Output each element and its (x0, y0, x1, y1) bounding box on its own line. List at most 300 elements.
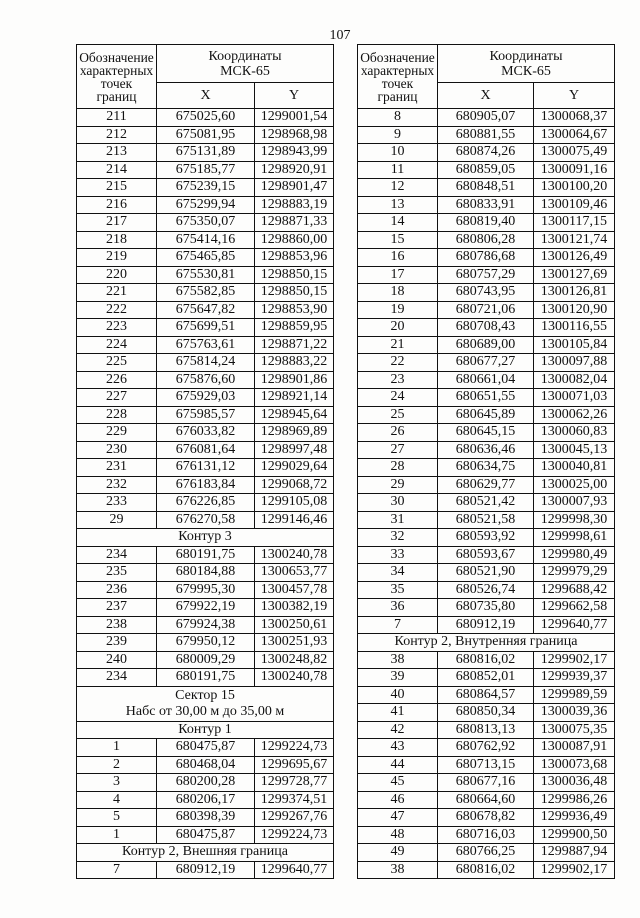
x-coordinate-cell: 680689,00 (438, 336, 534, 354)
x-coordinate-cell: 675081,95 (157, 126, 255, 144)
table-row (358, 284, 615, 302)
table-row (77, 284, 334, 302)
x-coordinate-cell: 680645,15 (438, 424, 534, 442)
point-id-cell: 20 (358, 319, 438, 337)
y-coordinate-cell: 1298883,19 (255, 196, 334, 214)
x-coordinate-cell: 676183,84 (157, 476, 255, 494)
point-id-cell: 44 (358, 756, 438, 774)
x-column-header: X (157, 83, 255, 109)
coordinates-header (157, 45, 334, 83)
point-id-cell: 215 (77, 179, 157, 197)
x-coordinate-cell: 680848,51 (438, 179, 534, 197)
coordinate-system-label: МСК-65 (220, 63, 270, 79)
table-row (358, 354, 615, 372)
x-coordinate-cell: 680521,42 (438, 494, 534, 512)
table-row (77, 179, 334, 197)
section-label-cell (77, 529, 334, 547)
table-row (77, 774, 334, 792)
section-title: Сектор 15 (175, 687, 235, 703)
y-coordinate-cell: 1300105,84 (534, 336, 615, 354)
point-id-cell: 49 (358, 844, 438, 862)
x-coordinate-cell: 680735,80 (438, 599, 534, 617)
point-id-cell: 21 (358, 336, 438, 354)
table-row (77, 231, 334, 249)
x-coordinate-cell: 675185,77 (157, 161, 255, 179)
table-row (77, 651, 334, 669)
x-coordinate-cell: 680721,06 (438, 301, 534, 319)
coordinates-title: Координаты (489, 48, 563, 64)
table-row (358, 844, 615, 862)
x-coordinate-cell: 680905,07 (438, 109, 534, 127)
point-id-cell: 48 (358, 826, 438, 844)
section-row (358, 634, 615, 652)
x-coordinate-cell: 675025,60 (157, 109, 255, 127)
table-row (358, 546, 615, 564)
section-row (77, 721, 334, 739)
point-id-cell: 24 (358, 389, 438, 407)
y-coordinate-cell: 1300251,93 (255, 634, 334, 652)
y-coordinate-cell: 1300045,13 (534, 441, 615, 459)
y-coordinate-cell: 1300060,83 (534, 424, 615, 442)
point-id-cell: 213 (77, 144, 157, 162)
y-coordinate-cell: 1298997,48 (255, 441, 334, 459)
y-coordinate-cell: 1299640,77 (255, 861, 334, 879)
point-id-cell: 33 (358, 546, 438, 564)
table-body (77, 109, 334, 879)
point-id-cell: 5 (77, 809, 157, 827)
point-id-cell: 221 (77, 284, 157, 302)
y-coordinate-cell: 1298859,95 (255, 319, 334, 337)
x-coordinate-cell: 675131,89 (157, 144, 255, 162)
point-id-cell: 31 (358, 511, 438, 529)
x-column-header: X (438, 83, 534, 109)
y-coordinate-cell: 1298853,90 (255, 301, 334, 319)
x-coordinate-cell: 680708,43 (438, 319, 534, 337)
point-id-cell: 220 (77, 266, 157, 284)
table-row (358, 669, 615, 687)
point-id-cell: 18 (358, 284, 438, 302)
y-coordinate-cell: 1300250,61 (255, 616, 334, 634)
section-label-cell (358, 634, 615, 652)
table-row (358, 616, 615, 634)
table-row (77, 214, 334, 232)
y-coordinate-cell: 1298945,64 (255, 406, 334, 424)
coordinates-title: Координаты (208, 48, 282, 64)
table-row (358, 406, 615, 424)
x-coordinate-cell: 680912,19 (157, 861, 255, 879)
x-coordinate-cell: 676081,64 (157, 441, 255, 459)
table-row (77, 371, 334, 389)
section-title: Контур 3 (178, 529, 232, 545)
section-row (77, 844, 334, 862)
point-id-cell: 218 (77, 231, 157, 249)
x-coordinate-cell: 679995,30 (157, 581, 255, 599)
table-row (358, 179, 615, 197)
table-row (358, 686, 615, 704)
y-coordinate-cell: 1299989,59 (534, 686, 615, 704)
point-id-cell: 4 (77, 791, 157, 809)
y-coordinate-cell: 1299029,64 (255, 459, 334, 477)
y-coordinate-cell: 1299936,49 (534, 809, 615, 827)
x-coordinate-cell: 680678,82 (438, 809, 534, 827)
point-id-cell: 43 (358, 739, 438, 757)
x-coordinate-cell: 680475,87 (157, 826, 255, 844)
x-coordinate-cell: 680468,04 (157, 756, 255, 774)
y-coordinate-cell: 1299001,54 (255, 109, 334, 127)
x-coordinate-cell: 680191,75 (157, 669, 255, 687)
point-id-cell: 29 (358, 476, 438, 494)
point-id-cell: 41 (358, 704, 438, 722)
table-row (77, 249, 334, 267)
x-coordinate-cell: 680806,28 (438, 231, 534, 249)
x-coordinate-cell: 680852,01 (438, 669, 534, 687)
y-coordinate-cell: 1298943,99 (255, 144, 334, 162)
section-title: Контур 1 (178, 721, 232, 737)
y-coordinate-cell: 1298850,15 (255, 284, 334, 302)
table-row (358, 109, 615, 127)
x-coordinate-cell: 680593,67 (438, 546, 534, 564)
y-coordinate-cell: 1299662,58 (534, 599, 615, 617)
y-coordinate-cell: 1299688,42 (534, 581, 615, 599)
point-id-cell: 13 (358, 196, 438, 214)
coordinate-system-label: МСК-65 (501, 63, 551, 79)
x-coordinate-cell: 675299,94 (157, 196, 255, 214)
table-row (77, 441, 334, 459)
y-coordinate-cell: 1300071,03 (534, 389, 615, 407)
x-coordinate-cell: 675814,24 (157, 354, 255, 372)
y-coordinate-cell: 1300007,93 (534, 494, 615, 512)
table-body (358, 109, 615, 879)
y-coordinate-cell: 1299902,17 (534, 651, 615, 669)
x-coordinate-cell: 680743,95 (438, 284, 534, 302)
x-coordinate-cell: 680206,17 (157, 791, 255, 809)
point-id-cell: 224 (77, 336, 157, 354)
table-row (358, 721, 615, 739)
table-row (358, 809, 615, 827)
point-id-cell: 14 (358, 214, 438, 232)
x-coordinate-cell: 680813,13 (438, 721, 534, 739)
table-row (358, 389, 615, 407)
x-coordinate-cell: 679924,38 (157, 616, 255, 634)
x-coordinate-cell: 680864,57 (438, 686, 534, 704)
y-coordinate-cell: 1299939,37 (534, 669, 615, 687)
x-coordinate-cell: 676226,85 (157, 494, 255, 512)
y-column-header: Y (534, 83, 615, 109)
point-column-header: Обозначение характерных точек границ (358, 45, 438, 109)
section-title: Контур 2, Внутренняя граница (394, 634, 578, 650)
point-id-cell: 27 (358, 441, 438, 459)
y-coordinate-cell: 1299998,30 (534, 511, 615, 529)
y-coordinate-cell: 1300025,00 (534, 476, 615, 494)
x-coordinate-cell: 680526,74 (438, 581, 534, 599)
point-id-cell: 23 (358, 371, 438, 389)
table-row (358, 441, 615, 459)
table-header-row (77, 45, 334, 83)
table-row (77, 476, 334, 494)
point-id-cell: 12 (358, 179, 438, 197)
table-row (77, 756, 334, 774)
x-coordinate-cell: 675582,85 (157, 284, 255, 302)
point-id-cell: 232 (77, 476, 157, 494)
x-coordinate-cell: 680677,16 (438, 774, 534, 792)
y-coordinate-cell: 1298920,91 (255, 161, 334, 179)
coordinates-table-left (76, 44, 334, 879)
point-column-header: Обозначение характерных точек границ (77, 45, 157, 109)
table-row (77, 406, 334, 424)
table-row (77, 126, 334, 144)
x-coordinate-cell: 676033,82 (157, 424, 255, 442)
y-coordinate-cell: 1299728,77 (255, 774, 334, 792)
table-row (358, 511, 615, 529)
x-coordinate-cell: 680850,34 (438, 704, 534, 722)
x-coordinate-cell: 680634,75 (438, 459, 534, 477)
section-label-cell (77, 686, 334, 721)
table-row (358, 301, 615, 319)
table-row (358, 564, 615, 582)
table-row (358, 196, 615, 214)
x-coordinate-cell: 675763,61 (157, 336, 255, 354)
table-row (358, 459, 615, 477)
table-row (77, 791, 334, 809)
table-row (77, 809, 334, 827)
table-row (77, 634, 334, 652)
x-coordinate-cell: 680184,88 (157, 564, 255, 582)
table-row (358, 739, 615, 757)
y-coordinate-cell: 1298883,22 (255, 354, 334, 372)
y-coordinate-cell: 1299900,50 (534, 826, 615, 844)
x-coordinate-cell: 680651,55 (438, 389, 534, 407)
section-label-cell (77, 844, 334, 862)
y-coordinate-cell: 1299902,17 (534, 861, 615, 879)
table-row (77, 546, 334, 564)
y-coordinate-cell: 1300653,77 (255, 564, 334, 582)
point-id-cell: 30 (358, 494, 438, 512)
table-row (358, 494, 615, 512)
x-coordinate-cell: 680661,04 (438, 371, 534, 389)
point-id-cell: 47 (358, 809, 438, 827)
y-coordinate-cell: 1300073,68 (534, 756, 615, 774)
x-coordinate-cell: 680819,40 (438, 214, 534, 232)
x-coordinate-cell: 675414,16 (157, 231, 255, 249)
y-coordinate-cell: 1300116,55 (534, 319, 615, 337)
x-coordinate-cell: 680874,26 (438, 144, 534, 162)
table-row (358, 144, 615, 162)
table-row (77, 494, 334, 512)
section-title: Контур 2, Внешняя граница (122, 844, 288, 860)
point-id-cell: 239 (77, 634, 157, 652)
table-row (358, 336, 615, 354)
y-coordinate-cell: 1298871,33 (255, 214, 334, 232)
point-id-cell: 15 (358, 231, 438, 249)
point-id-cell: 40 (358, 686, 438, 704)
table-row (77, 669, 334, 687)
section-row (77, 686, 334, 721)
x-coordinate-cell: 680859,05 (438, 161, 534, 179)
y-coordinate-cell: 1300457,78 (255, 581, 334, 599)
x-coordinate-cell: 680200,28 (157, 774, 255, 792)
x-coordinate-cell: 675929,03 (157, 389, 255, 407)
x-coordinate-cell: 675465,85 (157, 249, 255, 267)
point-id-cell: 10 (358, 144, 438, 162)
point-id-cell: 227 (77, 389, 157, 407)
point-id-cell: 226 (77, 371, 157, 389)
point-id-cell: 211 (77, 109, 157, 127)
table-row (77, 564, 334, 582)
x-coordinate-cell: 680629,77 (438, 476, 534, 494)
point-id-cell: 17 (358, 266, 438, 284)
table-row (358, 424, 615, 442)
y-coordinate-cell: 1300064,67 (534, 126, 615, 144)
x-coordinate-cell: 680786,68 (438, 249, 534, 267)
x-coordinate-cell: 680833,91 (438, 196, 534, 214)
y-coordinate-cell: 1299105,08 (255, 494, 334, 512)
coordinates-header (438, 45, 615, 83)
table-row (358, 266, 615, 284)
point-id-cell: 2 (77, 756, 157, 774)
x-coordinate-cell: 680521,90 (438, 564, 534, 582)
x-coordinate-cell: 680713,15 (438, 756, 534, 774)
table-row (358, 704, 615, 722)
x-coordinate-cell: 680766,25 (438, 844, 534, 862)
x-coordinate-cell: 676131,12 (157, 459, 255, 477)
x-coordinate-cell: 675647,82 (157, 301, 255, 319)
y-coordinate-cell: 1299224,73 (255, 739, 334, 757)
point-id-cell: 225 (77, 354, 157, 372)
y-coordinate-cell: 1298850,15 (255, 266, 334, 284)
y-coordinate-cell: 1299146,46 (255, 511, 334, 529)
x-coordinate-cell: 675985,57 (157, 406, 255, 424)
x-coordinate-cell: 676270,58 (157, 511, 255, 529)
table-row (358, 161, 615, 179)
point-id-cell: 46 (358, 791, 438, 809)
point-id-cell: 34 (358, 564, 438, 582)
y-coordinate-cell: 1300127,69 (534, 266, 615, 284)
table-row (77, 599, 334, 617)
table-row (77, 581, 334, 599)
x-coordinate-cell: 680593,92 (438, 529, 534, 547)
y-coordinate-cell: 1300068,37 (534, 109, 615, 127)
y-coordinate-cell: 1299068,72 (255, 476, 334, 494)
x-coordinate-cell: 680816,02 (438, 861, 534, 879)
point-id-cell: 11 (358, 161, 438, 179)
table-row (358, 214, 615, 232)
y-coordinate-cell: 1300040,81 (534, 459, 615, 477)
y-coordinate-cell: 1298901,86 (255, 371, 334, 389)
y-coordinate-cell: 1298901,47 (255, 179, 334, 197)
point-id-cell: 236 (77, 581, 157, 599)
section-label-cell (77, 721, 334, 739)
y-coordinate-cell: 1299998,61 (534, 529, 615, 547)
table-row (358, 249, 615, 267)
point-id-cell: 45 (358, 774, 438, 792)
x-coordinate-cell: 680716,03 (438, 826, 534, 844)
y-coordinate-cell: 1300109,46 (534, 196, 615, 214)
point-id-cell: 25 (358, 406, 438, 424)
y-coordinate-cell: 1300121,74 (534, 231, 615, 249)
table-row (358, 774, 615, 792)
table-row (77, 144, 334, 162)
y-coordinate-cell: 1300039,36 (534, 704, 615, 722)
y-coordinate-cell: 1300075,49 (534, 144, 615, 162)
y-coordinate-cell: 1299980,49 (534, 546, 615, 564)
x-coordinate-cell: 680398,39 (157, 809, 255, 827)
table-row (358, 529, 615, 547)
table-row (77, 354, 334, 372)
y-coordinate-cell: 1300117,15 (534, 214, 615, 232)
point-id-cell: 3 (77, 774, 157, 792)
point-id-cell: 237 (77, 599, 157, 617)
y-coordinate-cell: 1300240,78 (255, 546, 334, 564)
point-id-cell: 28 (358, 459, 438, 477)
table-row (358, 371, 615, 389)
table-row (358, 476, 615, 494)
x-coordinate-cell: 680912,19 (438, 616, 534, 634)
y-coordinate-cell: 1300075,35 (534, 721, 615, 739)
section-row (77, 529, 334, 547)
table-row (77, 389, 334, 407)
point-id-cell: 228 (77, 406, 157, 424)
y-coordinate-cell: 1299887,94 (534, 844, 615, 862)
table-row (77, 861, 334, 879)
point-id-cell: 1 (77, 826, 157, 844)
y-coordinate-cell: 1300126,81 (534, 284, 615, 302)
point-id-cell: 217 (77, 214, 157, 232)
table-row (77, 196, 334, 214)
x-coordinate-cell: 680762,92 (438, 739, 534, 757)
y-coordinate-cell: 1299979,29 (534, 564, 615, 582)
x-coordinate-cell: 679922,19 (157, 599, 255, 617)
x-coordinate-cell: 680677,27 (438, 354, 534, 372)
table-row (77, 511, 334, 529)
point-id-cell: 219 (77, 249, 157, 267)
point-id-cell: 32 (358, 529, 438, 547)
x-coordinate-cell: 675876,60 (157, 371, 255, 389)
section-subtitle: Набс от 30,00 м до 35,00 м (125, 703, 285, 719)
table-row (77, 424, 334, 442)
point-id-cell: 38 (358, 861, 438, 879)
x-coordinate-cell: 680475,87 (157, 739, 255, 757)
point-id-cell: 42 (358, 721, 438, 739)
x-coordinate-cell: 680645,89 (438, 406, 534, 424)
table-row (358, 319, 615, 337)
table-row (77, 336, 334, 354)
point-id-cell: 7 (77, 861, 157, 879)
point-id-cell: 1 (77, 739, 157, 757)
point-id-cell: 38 (358, 651, 438, 669)
x-coordinate-cell: 675530,81 (157, 266, 255, 284)
x-coordinate-cell: 675239,15 (157, 179, 255, 197)
y-coordinate-cell: 1298969,89 (255, 424, 334, 442)
y-coordinate-cell: 1300062,26 (534, 406, 615, 424)
point-id-cell: 214 (77, 161, 157, 179)
point-id-cell: 9 (358, 126, 438, 144)
table-row (77, 161, 334, 179)
point-id-cell: 216 (77, 196, 157, 214)
point-id-cell: 229 (77, 424, 157, 442)
y-coordinate-cell: 1298871,22 (255, 336, 334, 354)
point-id-cell: 8 (358, 109, 438, 127)
page-number: 107 (329, 28, 351, 43)
table-row (77, 826, 334, 844)
point-id-cell: 234 (77, 669, 157, 687)
point-id-cell: 29 (77, 511, 157, 529)
x-coordinate-cell: 680191,75 (157, 546, 255, 564)
y-coordinate-cell: 1300248,82 (255, 651, 334, 669)
point-id-cell: 222 (77, 301, 157, 319)
y-coordinate-cell: 1299224,73 (255, 826, 334, 844)
x-coordinate-cell: 679950,12 (157, 634, 255, 652)
y-coordinate-cell: 1300100,20 (534, 179, 615, 197)
